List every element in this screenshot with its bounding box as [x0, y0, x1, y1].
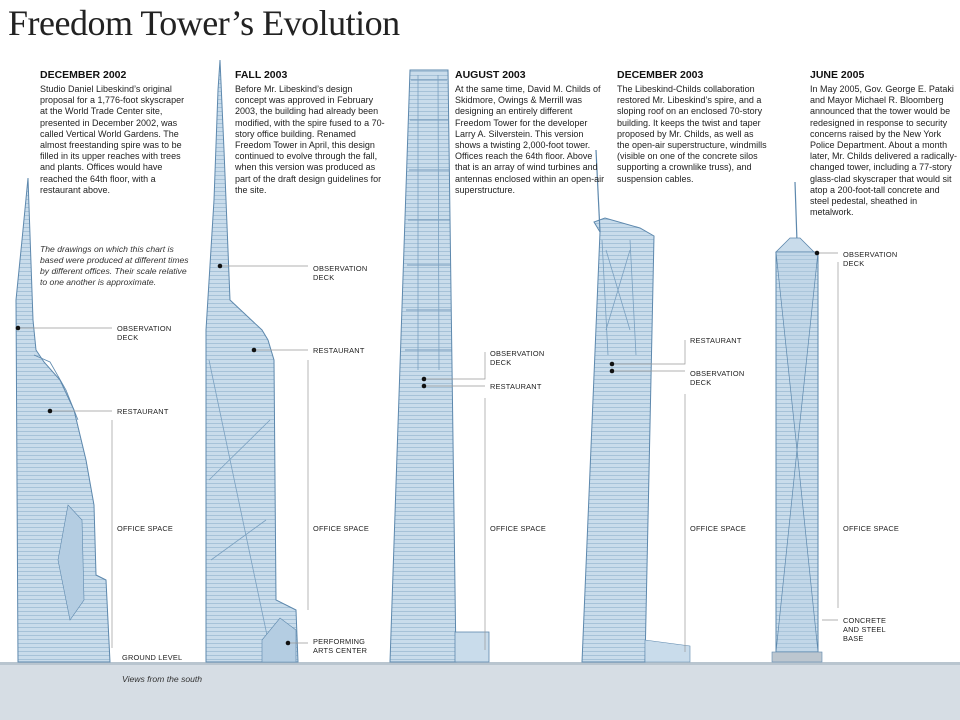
label-office-space: OFFICE SPACE — [690, 524, 747, 533]
scale-note: The drawings on which this chart is based were produced at different times by different offices. Their scale relative to one another is approximate. — [40, 244, 189, 287]
label-performing-arts-center: PERFORMING ARTS CENTER — [313, 637, 368, 655]
label-observation-deck: OBSERVATION DECK — [843, 250, 898, 268]
column-description: In May 2005, Gov. George E. Pataki and Mayor Michael R. Bloomberg announced that the tower would be redesigned in response to security concerns raised by the New York Police Department. About a month later, Mr. Childs delivered a radically-changed tower, including a 77-story glass-clad skyscraper that would sit atop a 200-foot-tall concrete and steel pedestal, sheathed in metalwork. — [810, 84, 958, 218]
page-title: Freedom Tower’s Evolution — [8, 3, 400, 43]
column-description: At the same time, David M. Childs of Skidmore, Owings & Merrill was designing an entirely different Freedom Tower for the developer Larry A. Silverstein. This version shows a twisting 2,000-foot tower. Offices reach the 64th floor. Above that is an array of wind turbines and antennas enclosed within an open-air superstructure. — [455, 84, 605, 195]
column-date: AUGUST 2003 — [455, 69, 526, 81]
label-concrete-and-steel-base: CONCRETE AND STEEL BASE — [843, 616, 887, 643]
column-date: DECEMBER 2002 — [40, 69, 127, 81]
tower-jun-2005 — [772, 182, 822, 662]
label-office-space: OFFICE SPACE — [490, 524, 547, 533]
label-office-space: OFFICE SPACE — [843, 524, 900, 533]
column-description: Studio Daniel Libeskind’s original proposal for a 1,776-foot skyscraper at the World Trade Center site, presented in December 2002, was called Vertical World Gardens. The almost freestanding spire was to be filled in its upper reaches with trees and plants. Offices would have reached the 64th floor, with a restaurant above. — [40, 84, 185, 195]
label-office-space: OFFICE SPACE — [313, 524, 370, 533]
column-date: JUNE 2005 — [810, 69, 865, 81]
label-restaurant: RESTAURANT — [490, 382, 542, 391]
label-ground-level: GROUND LEVEL — [122, 653, 183, 662]
column-date: DECEMBER 2003 — [617, 69, 704, 81]
column-description: The Libeskind-Childs collaboration restored Mr. Libeskind’s spire, and a sloping roof on an enclosed 70-story building. It keeps the twist and taper proposed by Mr. Childs, as well as the open-air superstructure, windmills (visible on one of the concrete silos supporting a crownlike truss), and suspension cables. — [617, 84, 767, 184]
ground-strip — [0, 662, 960, 720]
label-restaurant: RESTAURANT — [313, 346, 365, 355]
label-office-space: OFFICE SPACE — [117, 524, 174, 533]
label-observation-deck: OBSERVATION DECK — [490, 349, 545, 367]
label-observation-deck: OBSERVATION DECK — [313, 264, 368, 282]
column-description: Before Mr. Libeskind’s design concept was approved in February 2003, the building had already been modified, with the spire fused to a 70-story office building. Renamed Freedom Tower in April, this design continued to evolve through the fall, when this version was produced as part of the draft design guidelines for the site. — [235, 84, 385, 195]
label-restaurant: RESTAURANT — [117, 407, 169, 416]
label-restaurant: RESTAURANT — [690, 336, 742, 345]
tower-dec-2003 — [582, 150, 690, 662]
label-observation-deck: OBSERVATION DECK — [117, 324, 172, 342]
label-observation-deck: OBSERVATION DECK — [690, 369, 745, 387]
footnote: Views from the south — [122, 674, 203, 684]
column-date: FALL 2003 — [235, 69, 288, 81]
